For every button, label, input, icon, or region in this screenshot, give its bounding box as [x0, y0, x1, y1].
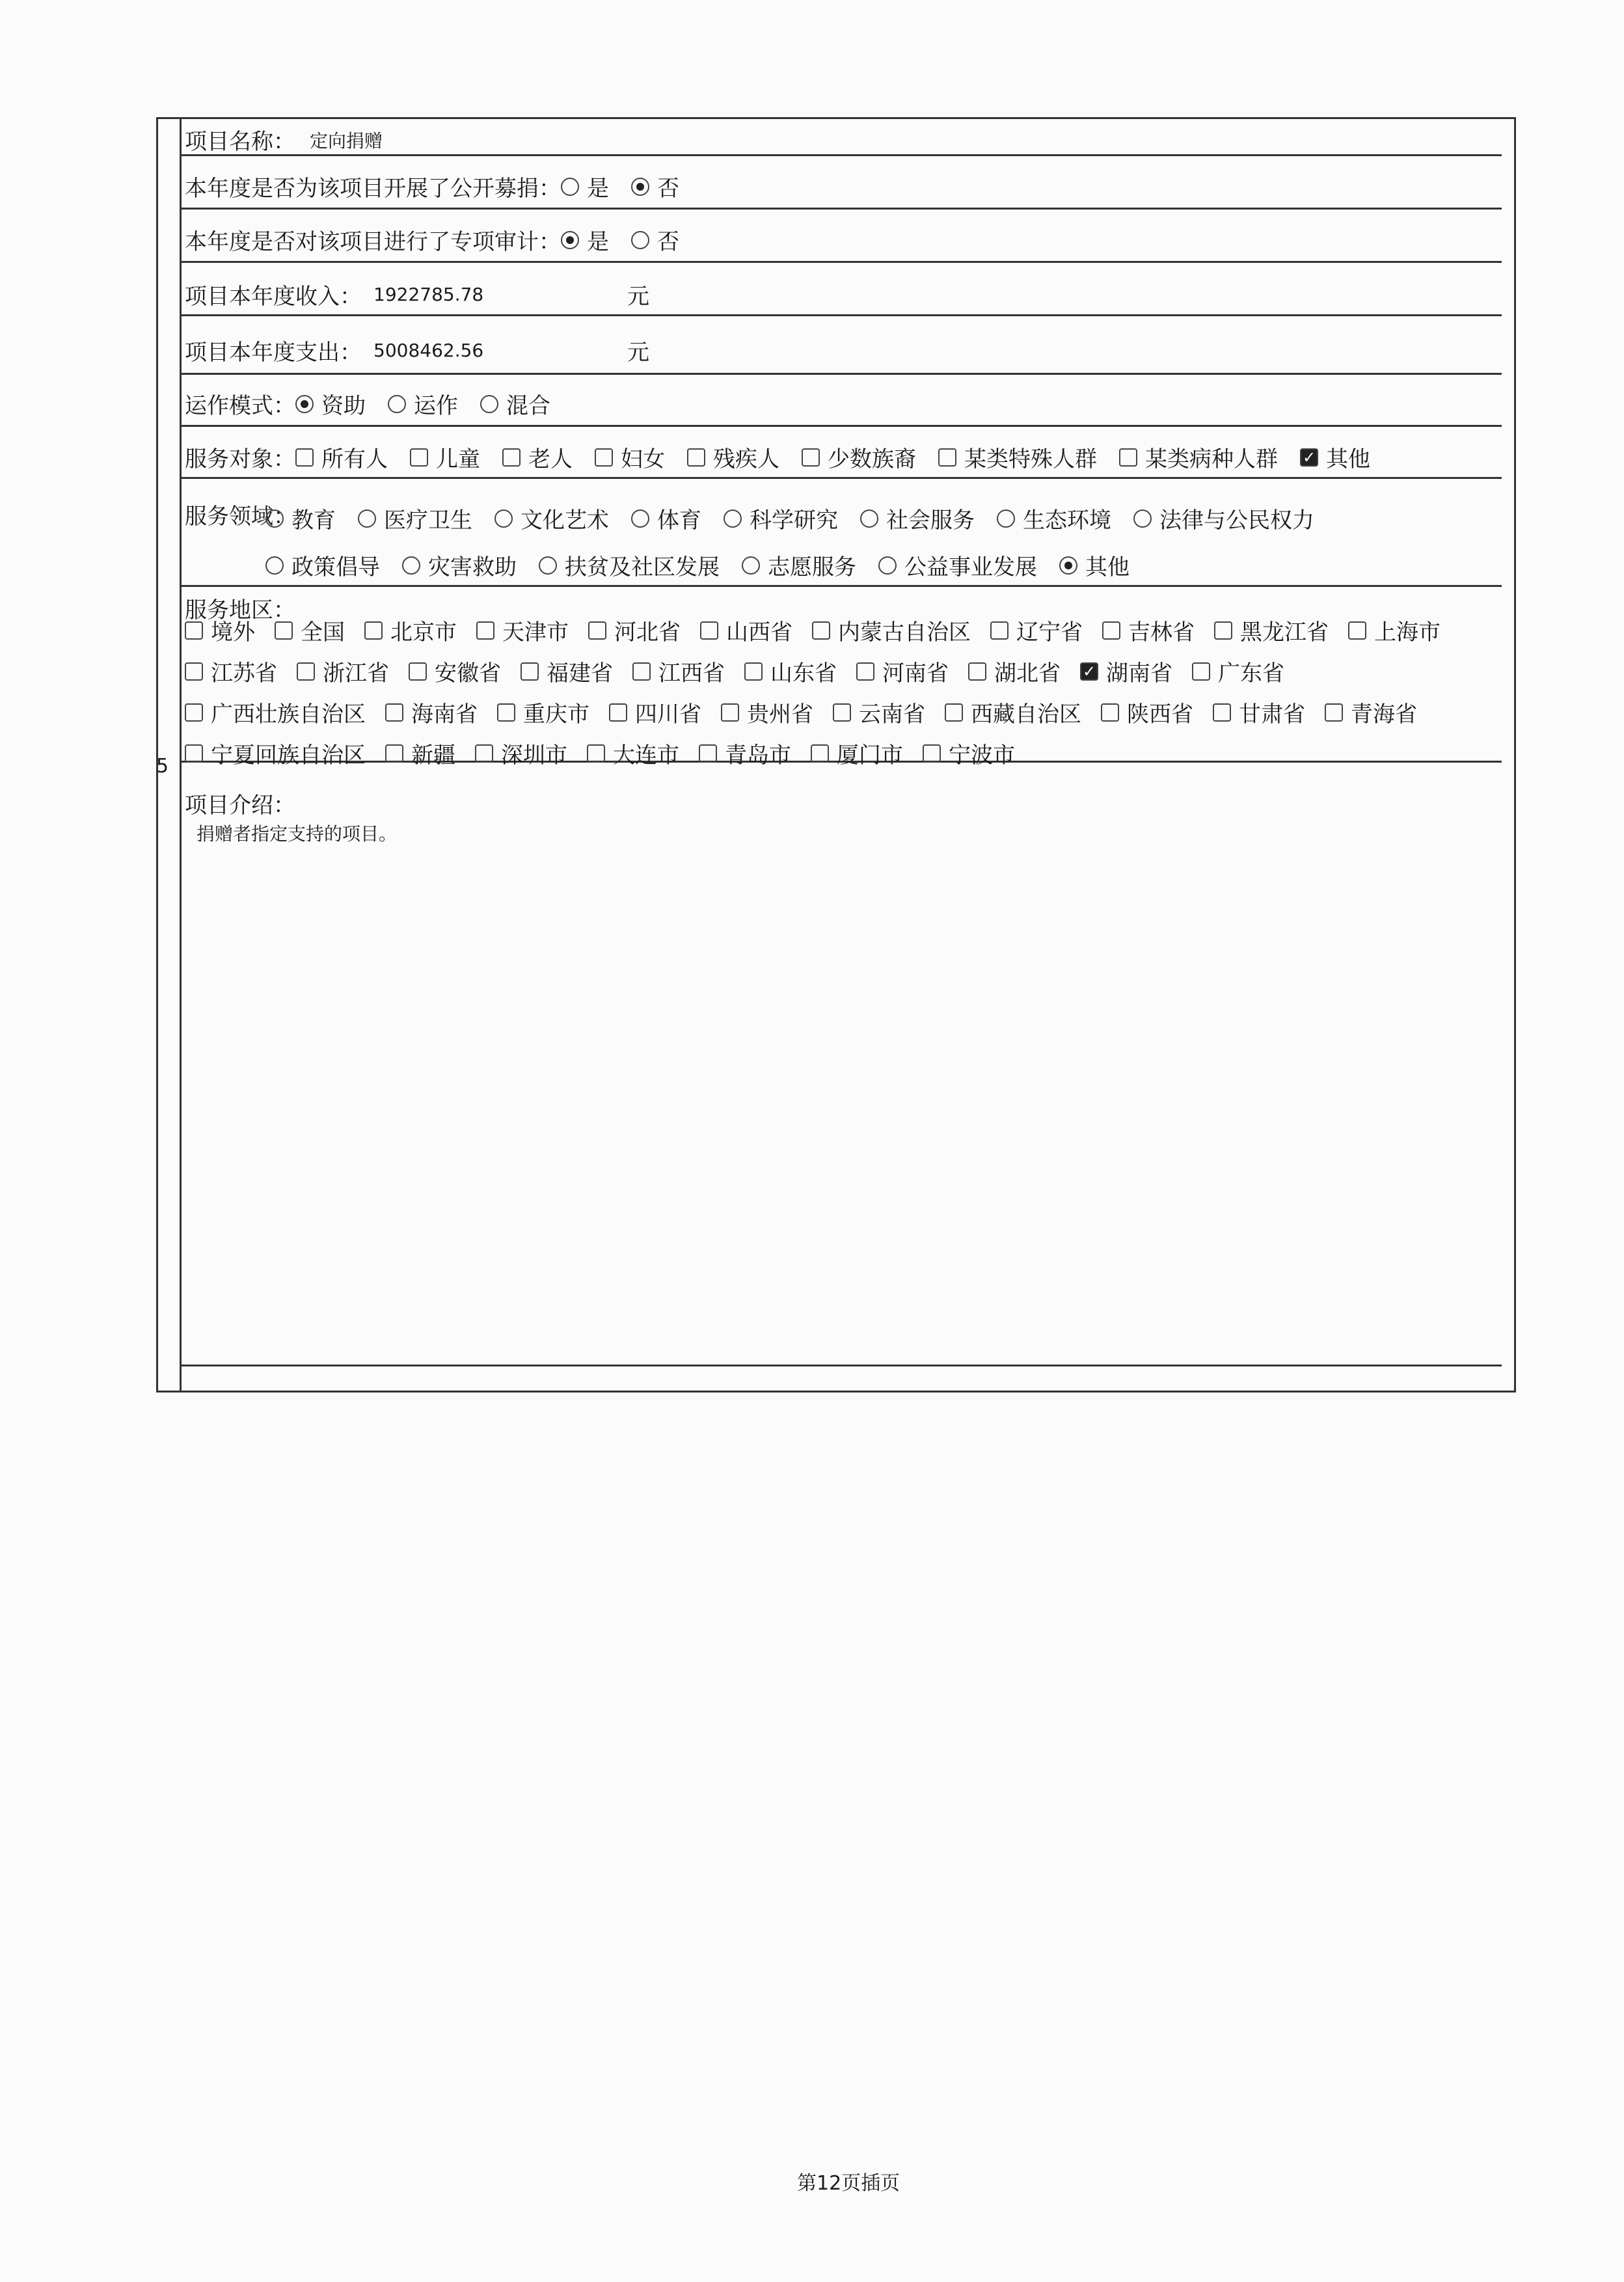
area-label: 浙江省: [323, 660, 389, 686]
area-option[interactable]: [588, 614, 681, 646]
checkbox[interactable]: [1101, 703, 1119, 722]
income-label: 项目本年度收入：: [185, 284, 362, 310]
checkbox[interactable]: [521, 662, 539, 681]
area-label: 陕西省: [1127, 701, 1193, 727]
area-option[interactable]: [1192, 655, 1284, 687]
area-option[interactable]: [385, 737, 455, 769]
area-label: 天津市: [502, 619, 569, 645]
checkbox[interactable]: [385, 744, 403, 763]
area-option[interactable]: [185, 696, 366, 728]
area-label: 湖南省: [1106, 660, 1172, 686]
area-option[interactable]: [945, 696, 1081, 728]
checkbox[interactable]: [990, 621, 1008, 640]
checkbox[interactable]: [185, 703, 203, 722]
domains-row: [181, 479, 1502, 587]
target-option[interactable]: 妇女: [595, 441, 665, 473]
area-option[interactable]: [744, 655, 837, 687]
area-option[interactable]: [385, 696, 478, 728]
domains-label: 服务领域：: [185, 504, 295, 530]
domain-option[interactable]: 法律与公民权力: [1133, 502, 1314, 534]
intro-text: 捐赠者指定支持的项目。: [196, 823, 398, 845]
target-option[interactable]: ✓ 其他: [1300, 441, 1370, 473]
expense-value: 5008462.56: [373, 340, 484, 361]
checkbox[interactable]: [588, 621, 606, 640]
domain-option[interactable]: 生态环境: [997, 502, 1111, 534]
checkbox[interactable]: [700, 621, 718, 640]
target-option[interactable]: 某类特殊人群: [938, 441, 1097, 473]
expense-unit: 元: [627, 340, 649, 366]
page-footer: 第12页插页: [797, 2172, 900, 2195]
area-label: 大连市: [613, 742, 679, 768]
operation-option[interactable]: 资助: [295, 388, 366, 420]
area-option[interactable]: [185, 614, 255, 646]
area-option[interactable]: [700, 614, 792, 646]
public-fundraising-label: 本年度是否为该项目开展了公开募捐：: [185, 176, 561, 202]
checkbox[interactable]: [1348, 621, 1366, 640]
area-option[interactable]: [833, 696, 925, 728]
area-option[interactable]: [275, 614, 345, 646]
checkbox[interactable]: [699, 744, 717, 763]
area-label: 云南省: [859, 701, 925, 727]
checkbox[interactable]: [185, 662, 203, 681]
checkbox[interactable]: [609, 703, 627, 722]
area-label: 重庆市: [523, 701, 589, 727]
area-option[interactable]: [476, 614, 569, 646]
area-option[interactable]: [587, 737, 679, 769]
domain-option[interactable]: 其他: [1059, 549, 1130, 581]
domain-option[interactable]: 体育: [631, 502, 701, 534]
area-label: 内蒙古自治区: [838, 619, 971, 645]
public-fundraising-row: [181, 156, 1502, 210]
checkbox[interactable]: [1192, 662, 1210, 681]
area-option[interactable]: [699, 737, 791, 769]
checkbox[interactable]: [185, 744, 203, 763]
operation-option[interactable]: 运作: [388, 388, 458, 420]
area-label: 青海省: [1351, 701, 1417, 727]
targets-label: 服务对象：: [185, 446, 295, 472]
area-label: 广西壮族自治区: [211, 701, 366, 727]
area-label: 上海市: [1374, 619, 1441, 645]
checkbox[interactable]: [923, 744, 941, 763]
checkbox[interactable]: [475, 744, 493, 763]
area-label: 江西省: [658, 660, 725, 686]
operation-row: [181, 375, 1502, 427]
checkbox[interactable]: [497, 703, 515, 722]
area-option[interactable]: [497, 696, 589, 728]
checkbox[interactable]: [1325, 703, 1343, 722]
area-option[interactable]: [1080, 655, 1172, 687]
domain-option[interactable]: 教育: [265, 502, 336, 534]
checkbox[interactable]: [1102, 621, 1120, 640]
domain-option[interactable]: 医疗卫生: [358, 502, 472, 534]
checkbox[interactable]: [297, 662, 315, 681]
target-option[interactable]: 残疾人: [687, 441, 779, 473]
checkbox[interactable]: [476, 621, 494, 640]
area-label: 北京市: [390, 619, 457, 645]
checkbox[interactable]: [1214, 621, 1232, 640]
area-label: 厦门市: [837, 742, 903, 768]
area-option[interactable]: [1102, 614, 1195, 646]
area-option[interactable]: [968, 655, 1061, 687]
project-intro: [181, 781, 1502, 1366]
area-option[interactable]: [923, 737, 1015, 769]
area-option[interactable]: [475, 737, 567, 769]
area-label: 湖北省: [994, 660, 1061, 686]
area-label: 辽宁省: [1016, 619, 1083, 645]
area-option[interactable]: [1101, 696, 1193, 728]
checkbox[interactable]: [364, 621, 383, 640]
checkbox[interactable]: [275, 621, 293, 640]
target-option[interactable]: 少数族裔: [802, 441, 916, 473]
area-label: 四川省: [635, 701, 701, 727]
target-option[interactable]: 老人: [502, 441, 573, 473]
area-option[interactable]: [990, 614, 1083, 646]
checkbox[interactable]: [1213, 703, 1231, 722]
area-option[interactable]: [297, 655, 389, 687]
area-label: 山西省: [726, 619, 792, 645]
expense-label: 项目本年度支出：: [185, 340, 362, 366]
domain-option[interactable]: 志愿服务: [742, 549, 856, 581]
area-option[interactable]: [856, 655, 949, 687]
audit-yes[interactable]: 是: [561, 224, 609, 256]
area-label: 黑龙江省: [1240, 619, 1329, 645]
area-label: 宁夏回族自治区: [211, 742, 366, 768]
area-label: 安徽省: [435, 660, 501, 686]
area-option[interactable]: [811, 737, 903, 769]
checkbox[interactable]: [385, 703, 403, 722]
area-label: 山东省: [770, 660, 837, 686]
target-option[interactable]: 儿童: [410, 441, 480, 473]
area-option[interactable]: [609, 696, 701, 728]
area-label: 广东省: [1218, 660, 1284, 686]
project-name-value: 定向捐赠: [310, 129, 383, 152]
area-label: 深圳市: [501, 742, 567, 768]
area-option[interactable]: [632, 655, 725, 687]
targets-row: [181, 427, 1502, 479]
area-option[interactable]: [1348, 614, 1441, 646]
project-name-label: 项目名称：: [185, 129, 295, 155]
area-label: 西藏自治区: [971, 701, 1081, 727]
area-label: 甘肃省: [1239, 701, 1305, 727]
income-unit: 元: [627, 284, 649, 310]
audit-row: [181, 210, 1502, 263]
area-option[interactable]: [721, 696, 813, 728]
domain-option[interactable]: 公益事业发展: [878, 549, 1037, 581]
area-option[interactable]: [521, 655, 613, 687]
target-option[interactable]: 所有人: [295, 441, 388, 473]
checkbox[interactable]: [945, 703, 963, 722]
area-label: 青岛市: [725, 742, 791, 768]
area-label: 福建省: [547, 660, 613, 686]
domain-option[interactable]: 政策倡导: [265, 549, 380, 581]
checkbox[interactable]: [812, 621, 830, 640]
checkbox[interactable]: ✓: [1080, 662, 1098, 681]
checkbox[interactable]: [968, 662, 986, 681]
area-option[interactable]: [812, 614, 971, 646]
area-label: 宁波市: [949, 742, 1015, 768]
checkbox[interactable]: [632, 662, 651, 681]
domain-option[interactable]: 社会服务: [860, 502, 975, 534]
area-label: 河南省: [882, 660, 949, 686]
audit-label: 本年度是否对该项目进行了专项审计：: [185, 229, 561, 255]
checkbox[interactable]: [185, 621, 203, 640]
area-label: 贵州省: [747, 701, 813, 727]
checkbox[interactable]: [721, 703, 739, 722]
operation-option[interactable]: 混合: [480, 388, 550, 420]
sequence-number: 5: [156, 755, 169, 778]
domain-option[interactable]: 科学研究: [724, 502, 838, 534]
audit-no[interactable]: 否: [631, 224, 679, 256]
checkbox[interactable]: [744, 662, 763, 681]
area-option[interactable]: [185, 737, 366, 769]
area-label: 河北省: [614, 619, 681, 645]
operation-label: 运作模式：: [185, 393, 295, 419]
checkbox[interactable]: [856, 662, 874, 681]
checkbox[interactable]: [587, 744, 605, 763]
area-option[interactable]: [409, 655, 501, 687]
area-label: 全国: [301, 619, 345, 645]
area-option[interactable]: [1325, 696, 1417, 728]
areas-row: [181, 587, 1502, 768]
area-option[interactable]: [1214, 614, 1329, 646]
area-label: 新疆: [411, 742, 455, 768]
checkbox[interactable]: [811, 744, 829, 763]
public-fundraising-no[interactable]: 否: [631, 170, 679, 202]
public-fundraising-yes[interactable]: 是: [561, 170, 609, 202]
domain-option[interactable]: 扶贫及社区发展: [539, 549, 720, 581]
intro-label: 项目介绍：: [185, 793, 295, 819]
areas-label: 服务地区：: [185, 597, 295, 623]
target-option[interactable]: 某类病种人群: [1119, 441, 1278, 473]
domain-option[interactable]: 灾害救助: [402, 549, 517, 581]
areas-options: [185, 614, 1496, 769]
checkbox[interactable]: [409, 662, 427, 681]
area-label: 江苏省: [211, 660, 277, 686]
income-row: [181, 263, 1502, 316]
area-option[interactable]: [1213, 696, 1305, 728]
area-label: 吉林省: [1128, 619, 1195, 645]
expense-row: [181, 316, 1502, 375]
area-option[interactable]: [364, 614, 457, 646]
area-option[interactable]: [185, 655, 277, 687]
income-value: 1922785.78: [373, 284, 484, 305]
area-label: 海南省: [411, 701, 478, 727]
domain-option[interactable]: 文化艺术: [494, 502, 609, 534]
area-label: 境外: [211, 619, 255, 645]
project-name-row: [181, 117, 1502, 156]
checkbox[interactable]: [833, 703, 851, 722]
